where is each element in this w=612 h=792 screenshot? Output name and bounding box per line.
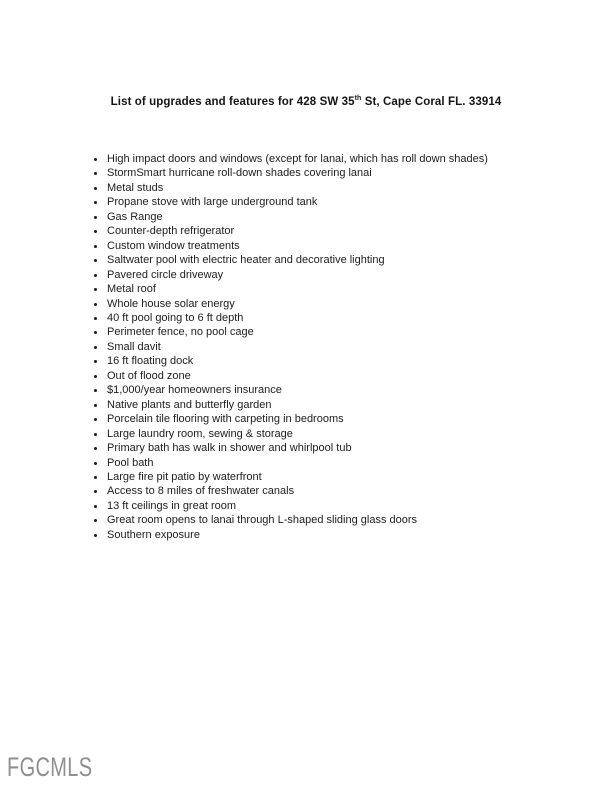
list-item (92, 441, 562, 455)
list-item-text: Counter-depth refrigerator (107, 225, 235, 238)
features-list (92, 152, 562, 542)
list-item (92, 427, 562, 441)
list-item-text: Great room opens to lanai through L-shaped sliding glass doors (107, 514, 418, 527)
list-item-text: Pool bath (107, 456, 154, 469)
list-item-text: 13 ft ceilings in great room (107, 499, 237, 512)
list-item (92, 456, 562, 470)
list-item (92, 340, 562, 354)
list-item-text: $1,000/year homeowners insurance (107, 384, 282, 397)
list-item (92, 253, 562, 267)
list-item (92, 470, 562, 484)
list-item-text: StormSmart hurricane roll-down shades covering lanai (107, 167, 372, 180)
page-title (0, 96, 612, 108)
list-item (92, 499, 562, 513)
list-item (92, 224, 562, 238)
list-item (92, 195, 562, 209)
list-item (92, 354, 562, 368)
title-suffix: St, Cape Coral FL. 33914 (361, 96, 502, 108)
title-ordinal-superscript: th (354, 95, 362, 103)
list-item (92, 528, 562, 542)
list-item-text: Custom window treatments (107, 239, 240, 252)
list-item-text: Large fire pit patio by waterfront (107, 470, 262, 483)
list-item (92, 398, 562, 412)
list-item (92, 268, 562, 282)
list-item-text: Whole house solar energy (107, 297, 235, 310)
list-item-text: Small davit (107, 340, 161, 353)
title-prefix: List of upgrades and features for 428 SW 35 (110, 96, 355, 108)
list-item (92, 484, 562, 498)
list-item-text: Perimeter fence, no pool cage (107, 326, 254, 339)
list-item (92, 152, 562, 166)
list-item-text: 40 ft pool going to 6 ft depth (107, 311, 244, 324)
list-item-text: Gas Range (107, 210, 163, 223)
list-item-text: Metal studs (107, 181, 164, 194)
list-item (92, 181, 562, 195)
list-item (92, 297, 562, 311)
list-item (92, 210, 562, 224)
list-item-text: Saltwater pool with electric heater and decorative lighting (107, 254, 385, 267)
list-item (92, 412, 562, 426)
list-item (92, 166, 562, 180)
fgcmls-watermark: FGCMLS (7, 752, 93, 782)
list-item-text: Southern exposure (107, 528, 200, 541)
list-item-text: Large laundry room, sewing & storage (107, 427, 293, 440)
list-item-text: Native plants and butterfly garden (107, 398, 272, 411)
list-item (92, 383, 562, 397)
list-item-text: Out of flood zone (107, 369, 191, 382)
list-item-text: Access to 8 miles of freshwater canals (107, 485, 295, 498)
list-item (92, 513, 562, 527)
list-item (92, 239, 562, 253)
list-item-text: 16 ft floating dock (107, 355, 194, 368)
list-item-text: Porcelain tile flooring with carpeting in bedrooms (107, 413, 344, 426)
list-item (92, 282, 562, 296)
list-item-text: Propane stove with large underground tank (107, 196, 318, 209)
list-item-text: High impact doors and windows (except for lanai, which has roll down shades) (107, 153, 488, 165)
list-item (92, 369, 562, 383)
list-item (92, 311, 562, 325)
list-item-text: Metal roof (107, 283, 156, 296)
list-item-text: Primary bath has walk in shower and whirlpool tub (107, 442, 352, 455)
list-item (92, 325, 562, 339)
list-item-text: Pavered circle driveway (107, 268, 224, 281)
